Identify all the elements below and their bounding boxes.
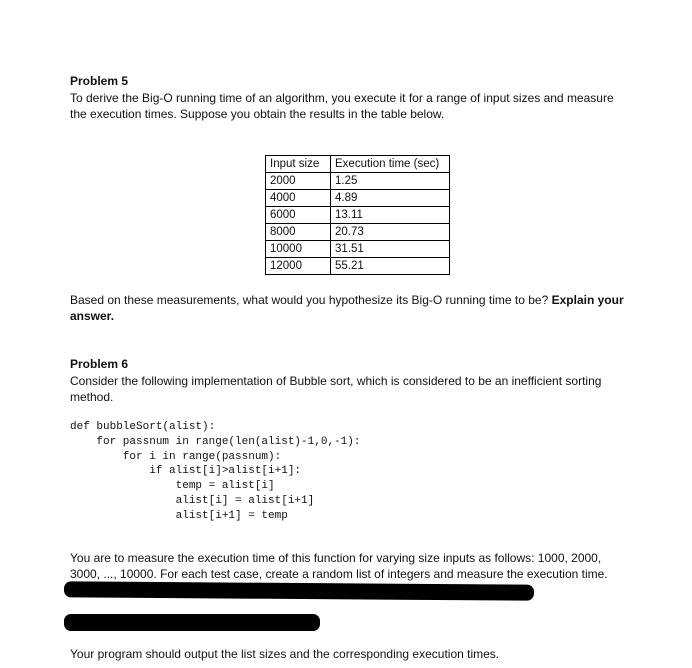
problem5-question-line1	[70, 292, 624, 308]
cell-input-size: 10000	[266, 241, 331, 258]
problem5-title: Problem 5	[70, 74, 129, 88]
cell-input-size: 4000	[266, 190, 331, 207]
problem5-intro-line1: To derive the Big-O running time of an algorithm, you execute it for a range of input sizes and measure	[70, 91, 614, 105]
cell-input-size: 6000	[266, 207, 331, 224]
table-row	[266, 173, 450, 190]
problem6-task-line2: 3000, ..., 10000. For each test case, create a random list of integers and measure the execution time.	[70, 567, 608, 581]
cell-execution-time: 31.51	[331, 241, 450, 258]
redaction-bar	[64, 614, 320, 631]
problem5-intro-line2: the execution times. Suppose you obtain the results in the table below.	[70, 107, 445, 121]
cell-execution-time: 4.89	[331, 190, 450, 207]
cell-input-size: 12000	[266, 258, 331, 275]
question-bold: Explain your	[551, 293, 624, 307]
table-row	[266, 241, 450, 258]
problem6-output-line: Your program should output the list sizes and the corresponding execution times.	[70, 647, 500, 661]
execution-time-table	[265, 155, 450, 275]
table-row	[266, 190, 450, 207]
cell-execution-time: 13.11	[331, 207, 450, 224]
table-row	[266, 224, 450, 241]
cell-execution-time: 55.21	[331, 258, 450, 275]
cell-input-size: 8000	[266, 224, 331, 241]
cell-input-size: 2000	[266, 173, 331, 190]
problem5-question-line2: answer.	[70, 309, 115, 323]
problem6-task-line1: You are to measure the execution time of this function for varying size inputs as follows: 1000, 2000,	[70, 551, 602, 565]
table-header-row	[266, 156, 450, 173]
problem6-intro-line2: method.	[70, 390, 114, 404]
header-input-size: Input size	[266, 156, 331, 173]
cell-execution-time: 20.73	[331, 224, 450, 241]
bubble-sort-code: def bubbleSort(alist): for passnum in range(len(alist)-1,0,-1): for i in range(passnum): if alist[i]>alist[i+1]: temp = alist[i] alist[i] = alist[i+1] alist[i+1] = temp	[70, 421, 361, 522]
redaction-bar	[64, 581, 534, 600]
cell-execution-time: 1.25	[331, 173, 450, 190]
table-row	[266, 207, 450, 224]
table-row	[266, 258, 450, 275]
problem6-intro-line1: Consider the following implementation of Bubble sort, which is considered to be an inefficient sorting	[70, 374, 602, 388]
problem6-title: Problem 6	[70, 357, 129, 371]
header-execution-time: Execution time (sec)	[331, 156, 450, 173]
question-text: Based on these measurements, what would you hypothesize its Big-O running time to be?	[70, 293, 549, 307]
